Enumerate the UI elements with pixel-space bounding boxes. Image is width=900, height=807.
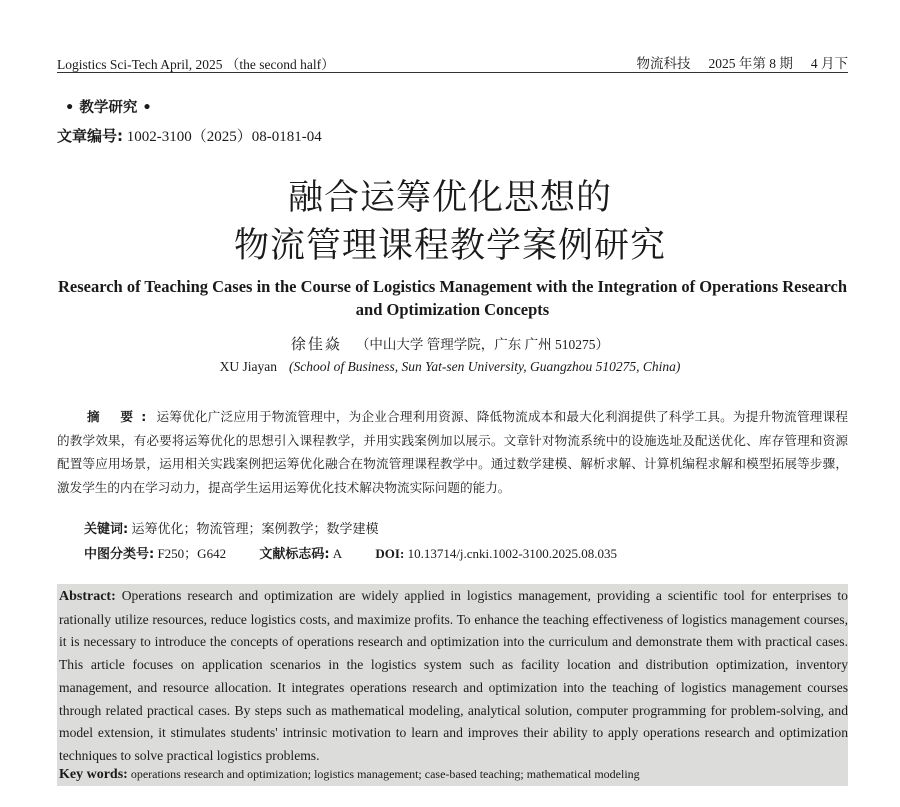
classification-line xyxy=(84,543,617,562)
period-cn: 4 月下 xyxy=(810,56,848,71)
abstract-en-text: Operations research and optimization are widely applied in logistics management, providing a scientific tool for enterprises to rationally utilize resources, reduce logistics costs, and maximize profits. To enhance the teaching effectiveness of logistics management courses, it is necessary to introduce the concepts of operations research and optimization into the curriculum and demonstrate them with practical cases. This article focuses on application scenarios in the logistics system such as facility location and distribution optimization, inventory management, and resource allocation. It integrates operations research and optimization into the teaching of logistics management courses through related practical cases. By steps such as mathematical modeling, analytical solution, computer programming for problem-solving, and model extension, it stimulates students' intrinsic motivation to learn and improves their ability to apply operations research and optimization techniques to solve practical logistics problems. xyxy=(59,588,848,763)
issue-cn: 2025 年第 8 期 xyxy=(708,56,793,71)
running-header xyxy=(57,52,848,73)
title-en: Research of Teaching Cases in the Course of Logistics Management with the Integration of Operations Research and Optimization Concepts xyxy=(57,277,848,319)
author-name-en: XU Jiayan xyxy=(219,359,277,374)
abstract-en-box xyxy=(57,584,848,786)
article-number-value: 1002-3100（2025）08-0181-04 xyxy=(126,129,322,145)
keywords-cn xyxy=(84,518,378,537)
keywords-en xyxy=(59,767,640,783)
title-cn-line1: 融合运筹优化思想的 xyxy=(287,178,612,218)
abstract-en xyxy=(59,585,848,768)
abstract-cn xyxy=(57,405,848,500)
author-cn xyxy=(0,333,900,354)
clc-label: 中图分类号: xyxy=(84,547,155,562)
author-affiliation-cn: （中山大学 管理学院，广东 广州 510275） xyxy=(355,337,610,352)
doi-value: 10.13714/j.cnki.1002-3100.2025.08.035 xyxy=(407,546,617,561)
title-cn-line2: 物流管理课程教学案例研究 xyxy=(233,226,666,266)
keywords-en-text: operations research and optimization; logistics management; case-based teaching; mathematical modeling xyxy=(130,767,640,781)
keywords-en-label: Key words: xyxy=(59,767,128,782)
author-en xyxy=(0,359,900,375)
keywords-cn-text: 运筹优化；物流管理；案例教学；数学建模 xyxy=(131,521,379,536)
doc-code-value: A xyxy=(332,546,343,561)
author-name-cn: 徐佳焱 xyxy=(290,337,342,353)
journal-header-en: Logistics Sci-Tech April, 2025 （the second half） xyxy=(57,57,335,72)
keywords-cn-label: 关键词: xyxy=(84,522,129,537)
doi-label: DOI: xyxy=(375,546,405,561)
article-number xyxy=(57,125,322,146)
abstract-cn-text: 运筹优化广泛应用于物流管理中，为企业合理利用资源、降低物流成本和最大化利润提供了科学工具。为提升物流管理课程的教学效果，有必要将运筹优化的思想引入课程教学，并用实践案例加以展示。文章针对物流系统中的设施选址及配送优化、库存管理和资源配置等应用场景，运用相关实践案例把运筹优化融合在物流管理课程教学中。通过数学建模、解析求解、计算机编程求解和模型拓展等步骤，激发学生的内在学习动力，提高学生运用运筹优化技术解决物流实际问题的能力。 xyxy=(57,410,849,495)
clc-value: F250；G642 xyxy=(157,546,227,561)
column-label: • 教学研究 • xyxy=(65,100,152,116)
author-affiliation-en: (School of Business, Sun Yat-sen University, Guangzhou 510275, China) xyxy=(289,359,681,374)
journal-name-cn: 物流科技 xyxy=(636,56,691,71)
abstract-cn-label: 摘 要: xyxy=(87,409,155,424)
doc-code-label: 文献标志码: xyxy=(259,547,330,562)
journal-header-cn xyxy=(619,52,849,72)
abstract-en-label: Abstract: xyxy=(59,589,116,604)
article-number-label: 文章编号: xyxy=(57,127,123,145)
